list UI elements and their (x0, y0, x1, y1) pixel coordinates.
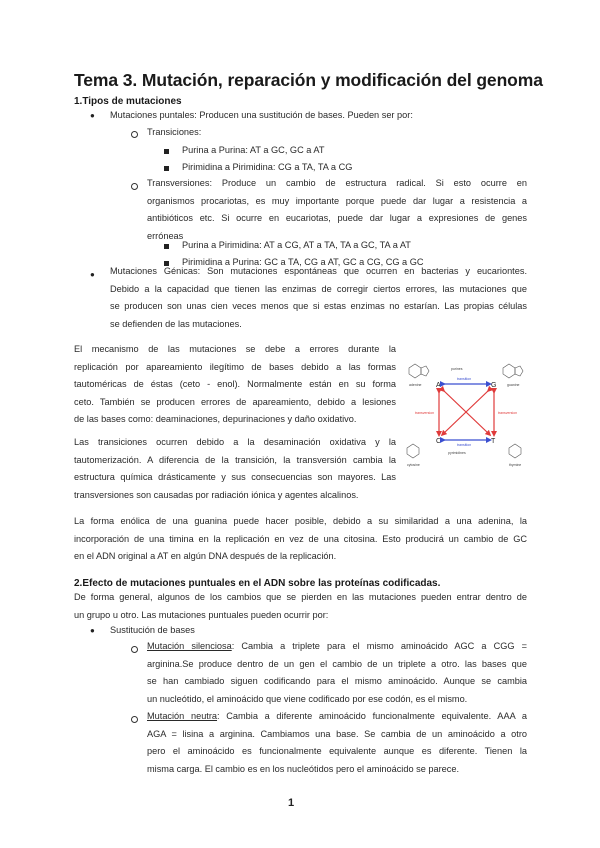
thymine-label: thymine (509, 463, 522, 467)
text-line: El mecanismo de las mutaciones se debe a errores durante la (74, 344, 396, 354)
base-g: G (491, 382, 497, 389)
text-line: Mutación neutra: Cambia a diferente aminoácido funcionalmente equivalente. AAA a (147, 711, 527, 721)
intro-paragraph (74, 589, 527, 624)
text-line: se han cambiado siguen codificando para el mismo aminoácido. Aunque se cambia (147, 676, 527, 687)
list-item: Sustitución de bases (110, 625, 195, 635)
text-line: de las bases como: deaminaciones, depurinaciones y daño oxidativo. (74, 414, 357, 425)
circle-bullet-icon (131, 131, 138, 138)
base-a: A (436, 382, 441, 389)
text-line: replicación por apareamiento ilegítimo de bases debido a las formas (74, 361, 396, 372)
bullet-icon: ● (90, 626, 95, 635)
forma-enolica-paragraph (74, 513, 527, 566)
adenine-molecule-icon (409, 364, 429, 378)
text-line: en el ADN original a AT en algún DNA después de la replicación. (74, 551, 337, 562)
section-heading-2: 2.Efecto de mutaciones puntuales en el ADN sobre las proteínas codificadas. (74, 578, 441, 589)
transition-label-bottom: transition (457, 443, 472, 447)
text-line: un nucleótido, el aminoácido que viene codificado por ese codón, es el mismo. (147, 693, 468, 704)
guanine-label: guanine (507, 383, 520, 387)
circle-bullet-icon (131, 716, 138, 723)
text-line: erróneas (147, 230, 184, 241)
list-item: Transiciones: (147, 127, 202, 137)
bullet-icon: ● (90, 111, 95, 120)
circle-bullet-icon (131, 183, 138, 190)
thymine-molecule-icon (509, 444, 521, 458)
text-line: Mutaciones Génicas: Son mutaciones espontáneas que ocurren en bacterias y eucariontes. (110, 266, 527, 276)
list-item: Pirimidina a Pirimidina: CG a TA, TA a CG (182, 162, 353, 172)
text-line: se defienden de las mutaciones. (110, 318, 242, 329)
transversion-label-left: transversion (415, 411, 435, 415)
text-line: arginina.Se produce dentro de un gen el cambio de un triplete a otro. las bases que (147, 658, 527, 669)
base-c: C (436, 438, 442, 445)
page-number: 1 (288, 797, 295, 809)
text-line: estructura química drásticamente y sus consecuencias son mayores. Las (74, 472, 396, 483)
text-line: pero el aminoácido es funcionalmente equivalente aunque es diferente. Tienen la (147, 746, 527, 757)
square-bullet-icon (164, 149, 169, 154)
mutacion-silenciosa-term: Mutación silenciosa (147, 641, 232, 651)
transversion-label-right: transversion (498, 411, 518, 415)
pyrimidines-label: pyrimidines (448, 451, 466, 455)
circle-bullet-icon (131, 646, 138, 653)
adenine-label: adenine (409, 383, 422, 387)
text-line: un grupo u otro. Las mutaciones puntuales pueden ocurrir por: (74, 609, 329, 620)
guanine-molecule-icon (503, 364, 523, 378)
transition-label-top: transition (457, 377, 472, 381)
list-item: Pirimidina a Purina: GC a TA, CG a AT, GC a CG, CG a GC (182, 257, 424, 267)
text-line: incorporación de una timina en la replicación en vez de una citosina. Esto producirá un cambio de GC (74, 533, 527, 544)
text-line: Transversiones: Produce un cambio de estructura radical. Si esto ocurre en (147, 178, 527, 188)
list-item: Mutaciones puntales: Producen una sustitución de bases. Pueden ser por: (110, 110, 413, 120)
text-line: De forma general, algunos de los cambios que se pierden en las mutaciones pueden entrar dentro de (74, 592, 527, 602)
list-item: Purina a Purina: AT a GC, GC a AT (182, 145, 325, 155)
text-line: AGA = lisina a arginina. Cambiamos una base. Se cambia de un aminoácido a otro (147, 728, 527, 739)
purines-label: purines (451, 367, 463, 371)
base-t: T (491, 438, 496, 445)
text-line: La forma enólica de una guanina puede hacer posible, debido a su similaridad a una adenina, la (74, 516, 527, 526)
cytosine-molecule-icon (407, 444, 419, 458)
transversiones-paragraph (147, 175, 527, 245)
text-line: misma carga. El cambio es en los nucleótidos pero el aminoácido se parece. (147, 763, 460, 774)
mutacion-silenciosa-paragraph (147, 638, 527, 708)
mutation-diagram (403, 354, 533, 472)
mecanismo-paragraph (74, 341, 396, 429)
square-bullet-icon (164, 244, 169, 249)
section-heading-1: 1.Tipos de mutaciones (74, 96, 182, 107)
text-line: tautoméricas de éstas (ceto - enol). Normalmente están en su forma (74, 379, 396, 390)
transiciones-paragraph (74, 434, 396, 504)
mutacion-neutra-paragraph (147, 708, 527, 778)
text-line: tautomerización. A diferencia de la transición, la transversión cambia la (74, 454, 396, 465)
text-line: Mutación silenciosa: Cambia a triplete para el mismo aminoácido AGC a CGG = (147, 641, 527, 651)
text-line: Las transiciones ocurren debido a la desaminación oxidativa y la (74, 437, 396, 447)
text-line: se producen son unas cien veces menos que si estas enzimas no estarían. Las propias células (110, 301, 527, 312)
text-line: ceto. También se producen errores de apareamiento, debido a lesiones (74, 396, 396, 407)
bullet-icon: ● (90, 270, 95, 279)
text-line: transversiones son causadas por radiación iónica y agentes alcalinos. (74, 489, 359, 500)
text-line: antibióticos etc. Si ocurre en eucariotas, puede dar lugar a expresiones de genes (147, 213, 527, 224)
page-title: Tema 3. Mutación, reparación y modificación del genoma (74, 70, 543, 90)
square-bullet-icon (164, 166, 169, 171)
mutacion-neutra-term: Mutación neutra (147, 711, 218, 721)
cytosine-label: cytosine (407, 463, 420, 467)
genicas-paragraph (110, 263, 527, 333)
list-item: Purina a Pirimidina: AT a CG, AT a TA, TA a GC, TA a AT (182, 240, 411, 250)
text-line: Debido a la capacidad que tienen las enzimas de corregir ciertos errores, las mutaciones que (110, 283, 527, 294)
text-line: organismos procariotas, es muy importante porque puede dar lugar a resistencia a (147, 195, 527, 206)
